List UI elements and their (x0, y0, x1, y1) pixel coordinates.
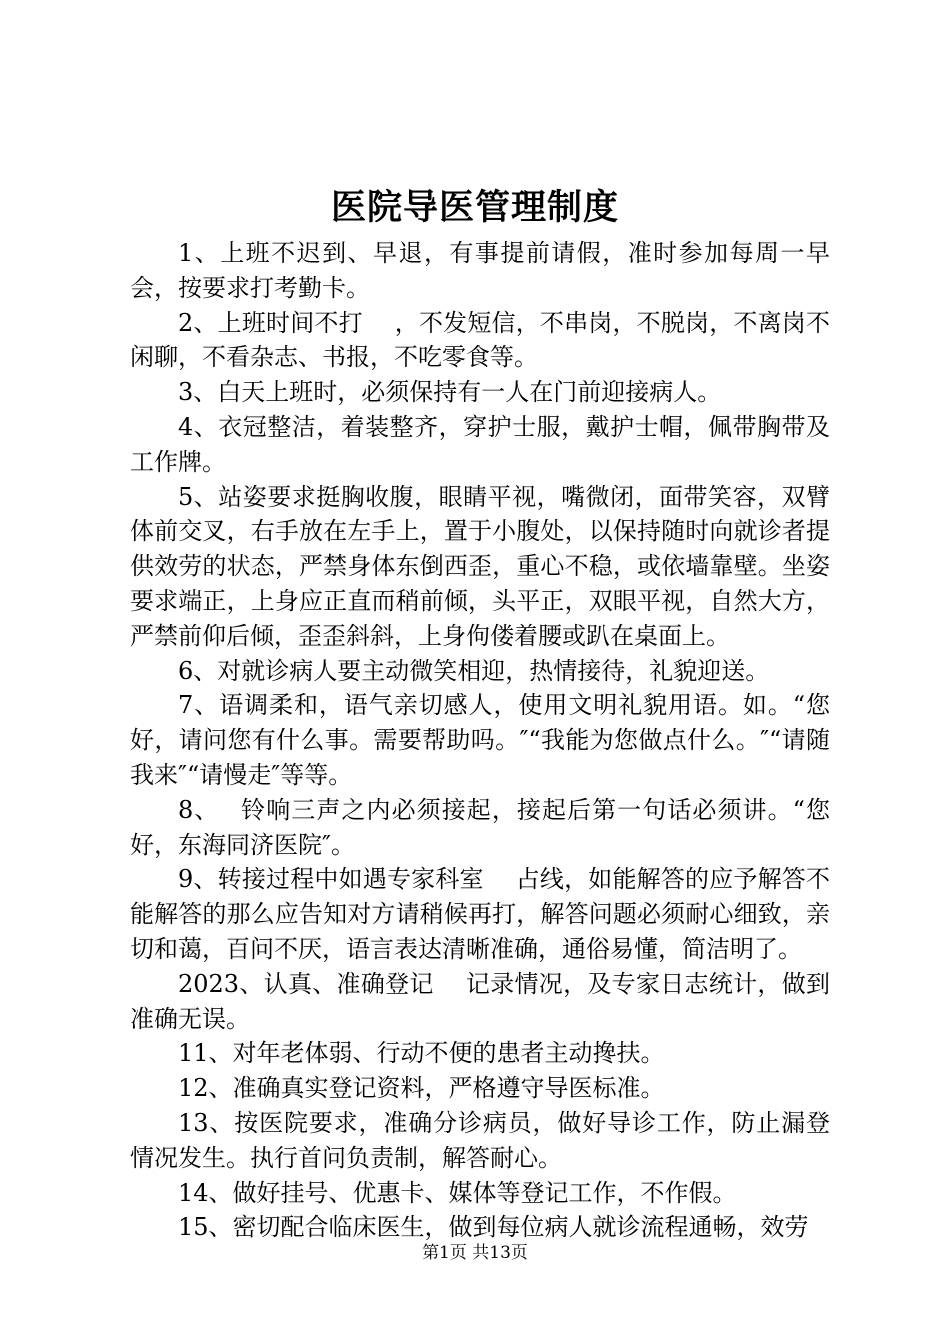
paragraph-3: 3、白天上班时，必须保持有一人在门前迎接病人。 (178, 378, 722, 407)
paragraph-10: 2023、认真、准确登记 记录情况，及专家日志统计，做到准确无误。 (130, 969, 830, 1033)
paragraph-7: 7、语调柔和，语气亲切感人，使用文明礼貌用语。如。“您好，请问您有什么事。需要帮助吗。″“我能为您做点什么。″“请随我来″“请慢走″等等。 (130, 691, 830, 789)
paragraph-12: 12、准确真实登记资料，严格遵守导医标准。 (178, 1074, 665, 1103)
paragraph-11: 11、对年老体弱、行动不便的患者主动搀扶。 (178, 1039, 665, 1068)
document-title: 医院导医管理制度 (330, 187, 619, 228)
paragraph-9: 9、转接过程中如遇专家科室 占线，如能解答的应予解答不能解答的那么应告知对方请稍候再打，解答问题必须耐心细致，亲切和蔼，百问不厌，语言表达清晰准确，通俗易懂，简洁明了。 (130, 865, 830, 963)
paragraph-8: 8、 铃响三声之内必须接起，接起后第一句话必须讲。“您好，东海同济医院″。 (130, 795, 830, 859)
document-body (130, 236, 830, 1245)
paragraph-2: 2、上班时间不打 ，不发短信，不串岗，不脱岗，不离岗不闲聊，不看杂志、书报，不吃零食等。 (130, 308, 830, 372)
paragraph-14: 14、做好挂号、优惠卡、媒体等登记工作，不作假。 (178, 1178, 737, 1207)
paragraph-1: 1、上班不迟到、早退，有事提前请假，准时参加每周一早会，按要求打考勤卡。 (130, 239, 830, 302)
paragraph-15: 15、密切配合临床医生，做到每位病人就诊流程通畅，效劳 (178, 1213, 809, 1242)
page-number-footer: 第1页 共13页 (422, 1243, 528, 1263)
paragraph-13: 13、按医院要求，准确分诊病员，做好导诊工作，防止漏登情况发生。执行首问负责制，解答耐心。 (130, 1108, 830, 1172)
paragraph-4: 4、衣冠整洁，着装整齐，穿护士服，戴护士帽，佩带胸带及工作牌。 (130, 412, 830, 476)
paragraph-6: 6、对就诊病人要主动微笑相迎，热情接待，礼貌迎送。 (178, 656, 770, 685)
paragraph-5: 5、站姿要求挺胸收腹，眼睛平视，嘴微闭，面带笑容，双臂体前交叉，右手放在左手上，置于小腹处，以保持随时向就诊者提供效劳的状态，严禁身体东倒西歪，重心不稳，或依墙靠壁。坐姿要求端正，上身应正直而稍前倾，头平正，双眼平视，自然大方，严禁前仰后倾，歪歪斜斜，上身佝偻着腰或趴在桌面上。 (130, 482, 830, 650)
